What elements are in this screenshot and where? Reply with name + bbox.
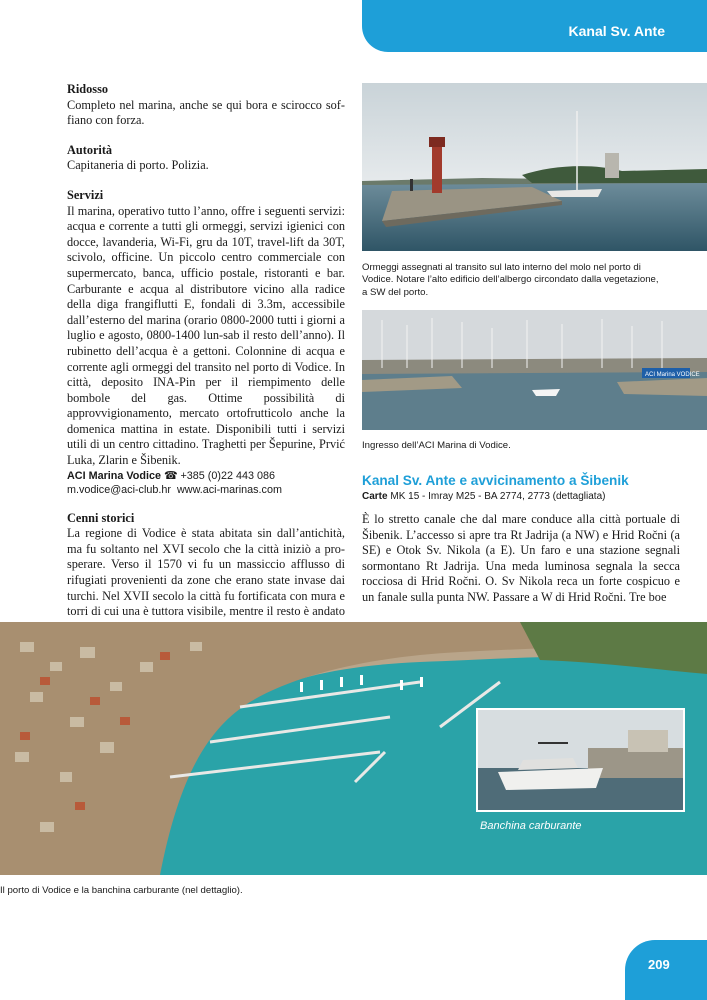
contact-block bbox=[67, 469, 345, 497]
left-column bbox=[67, 82, 345, 635]
marina-sign: ACI Marina VODICE bbox=[645, 372, 700, 378]
charts-line bbox=[362, 491, 682, 502]
page-number: 209 bbox=[648, 957, 670, 972]
servizi-text: Il marina, operativo tutto l’anno, offre i seguenti servizi: acqua e corrente a tutti gli ormeggi, servizi igienici con docce, lavanderia, Wi-Fi, gru da 10T, travel-lift da 30T, scivolo, officine. Un piccolo centro commerciale con supermercato, banca, ufficio postale, ristoranti e bar. Carburante e acqua al distributore vicino alla radice della diga frangiflutti E, fondali di 3.3m, accessibile dall’esterno del marina (orario 0800-2000 tutti i giorni a luglio e agosto, 0800-1400 lun-sab il resto dell’anno). Il rubinetto dell’acqua è a gettoni. Colonnine di acqua e corrente agli ormeggi del transito nel porto di Vodice. In città, deposito INA-Pin per il riempimento delle bombole del gas. Ottime possibilità di approvvigionamento, mercato ortofrutticolo anche la domenica mattina in estate. Disponibili tutti i servizi utili di un centro cittadino. Traghetti per Šepurine, Prvić Luka, Zlarin e Šibenik. bbox=[67, 203, 345, 468]
section-heading: Kanal Sv. Ante e avvicinamento a Šibenik bbox=[362, 473, 629, 488]
charts-text: MK 15 - Imray M25 - BA 2774, 2773 (dettagliata) bbox=[390, 491, 606, 502]
contact-phone: ☎ +385 (0)22 443 086 bbox=[164, 469, 276, 482]
section-tab-title: Kanal Sv. Ante bbox=[568, 23, 665, 39]
marina-entrance-image bbox=[362, 310, 707, 430]
photo-pier bbox=[362, 83, 707, 251]
cenni-text: La regione di Vodice è stata abitata sin dall’antichità, ma fu soltanto nel XVI secolo che la città iniziò a prosperare. Verso il 1570 vi fu un massiccio afflusso di rifugiati provenienti da zone che erano state invase dai turchi. Nel XVII secolo la città fu fortificata con mura e torri di cui una è tuttora visibile, mentre il resto è andato bbox=[67, 526, 345, 619]
autorita-heading: Autorità bbox=[67, 142, 113, 157]
contact-name: ACI Marina Vodice bbox=[67, 469, 161, 482]
section-tab bbox=[362, 0, 707, 52]
charts-label: Carte bbox=[362, 491, 388, 502]
caption-pier: Ormeggi assegnati al transito sul lato interno del molo nel porto di Vodice. Notare l’alto edificio dell’albergo circondato dalla vegetazione, a SW del porto. bbox=[362, 262, 659, 298]
photo-fuel-inset bbox=[476, 708, 685, 812]
pier-photo-image bbox=[362, 83, 707, 251]
caption-marina-entrance: Ingresso dell’ACI Marina di Vodice. bbox=[362, 440, 511, 451]
cenni-heading: Cenni storici bbox=[67, 510, 135, 525]
page-number-tab bbox=[625, 940, 707, 1000]
photo-marina-entrance bbox=[362, 310, 707, 430]
ridosso-heading: Ridosso bbox=[67, 82, 109, 96]
caption-aerial: Il porto di Vodice e la banchina carburante (nel dettaglio). bbox=[0, 885, 243, 896]
ridosso-text: Completo nel marina, anche se qui bora e scirocco soffiano con forza. bbox=[67, 97, 345, 128]
inset-caption: Banchina carburante bbox=[480, 820, 582, 832]
contact-web[interactable]: www.aci-marinas.com bbox=[176, 483, 282, 496]
autorita-text: Capitaneria di porto. Polizia. bbox=[67, 158, 209, 173]
section-body: È lo stretto canale che dal mare conduce alla città portuale di Šibenik. L’accesso si apre tra Rt Jadrija (a NW) e Hrid Ročni (a SE) e Otok Sv. Nikola (a E). Un faro e una stazione segnali sormontano Rt Jadrija. Una meda luminosa segnala la secca rocciosa di Hrid Ročni. O. Sv Nikola reca un forte cospicuo e un fanale sulla punta NW. Passare a W di Hrid Ročni. Tre boe bbox=[362, 512, 680, 604]
contact-email[interactable]: m.vodice@aci-club.hr bbox=[67, 483, 171, 496]
servizi-heading: Servizi bbox=[67, 187, 104, 202]
fuel-inset-image bbox=[478, 710, 683, 810]
